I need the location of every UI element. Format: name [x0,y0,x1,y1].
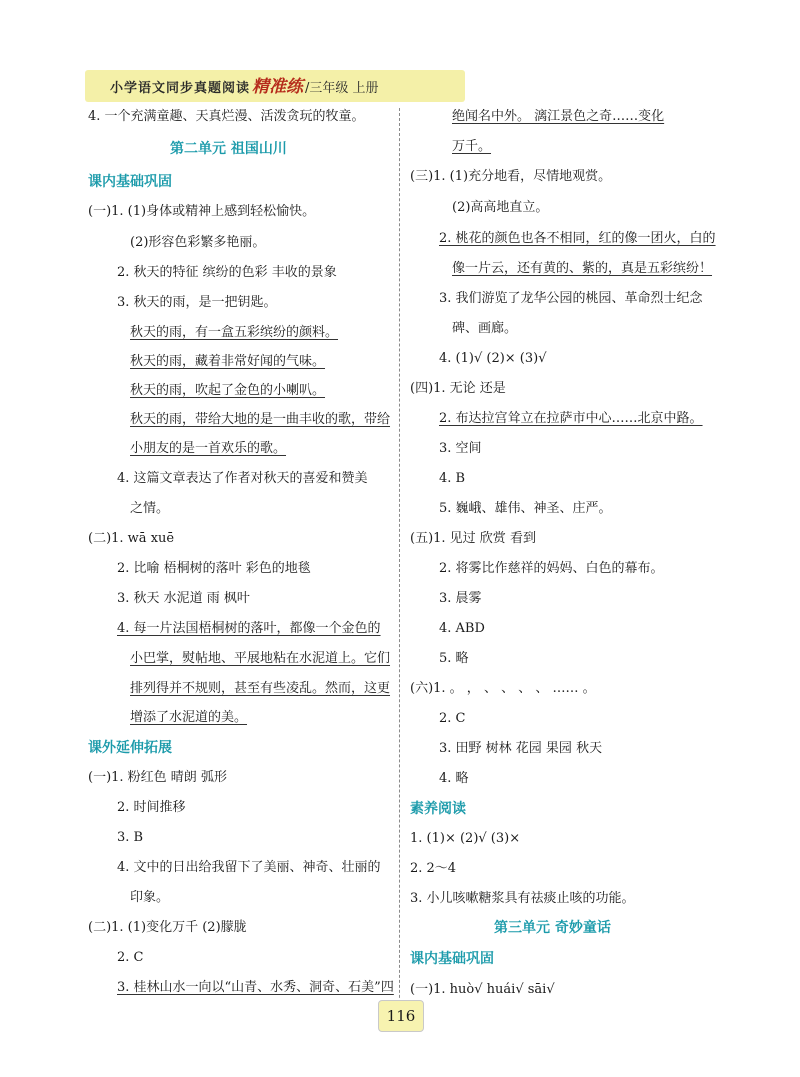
unit-3-title: 第三单元 奇妙童话 [494,920,611,936]
section-literacy-reading: 素养阅读 [410,801,466,817]
answer-line: (一)1. (1)身体或精神上感到轻松愉快。 [88,204,316,219]
answer-line: 3. 我们游览了龙华公园的桃园、革命烈士纪念 [439,291,703,306]
series-title: 小学语文同步真题阅读 [110,81,251,96]
answer-line: 秋天的雨，藏着非常好闻的气味。 [130,354,326,369]
book-header [110,75,379,99]
answer-line: 4. ABD [439,621,485,636]
answer-line: 碑、画廊。 [452,321,518,336]
answer-line: (一)1. huò√ huái√ sāi√ [410,982,555,997]
answer-line: 3. B [117,830,144,845]
brand-title: 精准练 [252,77,304,97]
answer-line: 增添了水泥道的美。 [130,710,248,725]
section-inclass-basics-3: 课内基础巩固 [410,951,494,967]
answer-line: 4. (1)√ (2)× (3)√ [439,351,547,366]
answer-line: 2. 布达拉宫耸立在拉萨市中心……北京中路。 [439,411,703,426]
answer-line: 2. C [117,950,144,965]
answer-line: (2)高高地直立。 [452,200,549,215]
answer-line: 2. 秋天的特征 缤纷的色彩 丰收的景象 [117,265,337,280]
answer-line: 3. 秋天的雨，是一把钥匙。 [117,295,277,310]
answer-line: 之情。 [130,501,170,516]
answer-line: (二)1. wā xuē [88,531,175,546]
answer-line: 2. 将雾比作慈祥的妈妈、白色的幕布。 [439,561,664,576]
answer-line: 4. 这篇文章表达了作者对秋天的喜爱和赞美 [117,471,368,486]
answer-line: 2. 时间推移 [117,800,186,815]
answer-line: 5. 巍峨、雄伟、神圣、庄严。 [439,501,612,516]
answer-line: (一)1. 粉红色 晴朗 弧形 [88,770,227,785]
answer-line: 4. 一个充满童趣、天真烂漫、活泼贪玩的牧童。 [88,109,365,124]
answer-line: 2. C [439,711,466,726]
answer-line: (五)1. 见过 欣赏 看到 [410,531,536,546]
answer-line: 1. (1)× (2)√ (3)× [410,831,521,846]
answer-line: 3. 秋天 水泥道 雨 枫叶 [117,591,250,606]
page-number: 116 [386,1007,416,1025]
answer-line: 秋天的雨，带给大地的是一曲丰收的歌，带给 [130,412,391,427]
answer-line: 3. 田野 树林 花园 果园 秋天 [439,741,603,756]
answer-line: (二)1. (1)变化万千 (2)朦胧 [88,920,247,935]
answer-line: 3. 桂林山水一向以“山青、水秀、洞奇、石美”四 [117,980,394,995]
answer-line: 5. 略 [439,651,469,666]
answer-line: 万千。 [452,139,492,154]
answer-line: 3. 空间 [439,441,482,456]
page-number-badge [378,1000,424,1032]
answer-line: 4. B [439,471,466,486]
answer-line: 像一片云，还有黄的、紫的，真是五彩缤纷！ [452,261,713,276]
answer-line: (四)1. 无论 还是 [410,381,506,396]
answer-line: 2. 桃花的颜色也各不相同，红的像一团火，白的 [439,231,716,246]
answer-line: (2)形容色彩繁多艳丽。 [130,235,266,250]
grade-label: /三年级 上册 [305,81,379,96]
answer-line: 小巴掌，熨帖地、平展地粘在水泥道上。它们 [130,651,391,666]
answer-line: 印象。 [130,890,170,905]
answer-line: (六)1. 。 ， 、 、 、 、 …… 。 [410,681,596,696]
answer-line: 秋天的雨，有一盒五彩缤纷的颜料。 [130,325,339,340]
section-inclass-basics: 课内基础巩固 [88,174,172,190]
answer-line: 4. 每一片法国梧桐树的落叶，都像一个金色的 [117,621,381,636]
column-divider [399,108,400,1028]
answer-line: 绝闻名中外。 漓江景色之奇……变化 [452,109,665,124]
answer-line: 秋天的雨，吹起了金色的小喇叭。 [130,383,326,398]
answer-line: 2. 比喻 梧桐树的落叶 彩色的地毯 [117,561,311,576]
answer-line: 4. 略 [439,771,469,786]
answer-line: (三)1. (1)充分地看，尽情地观赏。 [410,169,612,184]
answer-line: 排列得并不规则，甚至有些凌乱。然而，这更 [130,681,391,696]
unit-2-title: 第二单元 祖国山川 [170,141,287,157]
answer-line: 4. 文中的日出给我留下了美丽、神奇、壮丽的 [117,860,381,875]
answer-line: 2. 2～4 [410,861,457,876]
answer-line: 3. 小儿咳嗽糖浆具有祛痰止咳的功能。 [410,891,635,906]
answer-line: 3. 晨雾 [439,591,482,606]
section-extension: 课外延伸拓展 [88,740,172,756]
answer-line: 小朋友的是一首欢乐的歌。 [130,441,287,456]
